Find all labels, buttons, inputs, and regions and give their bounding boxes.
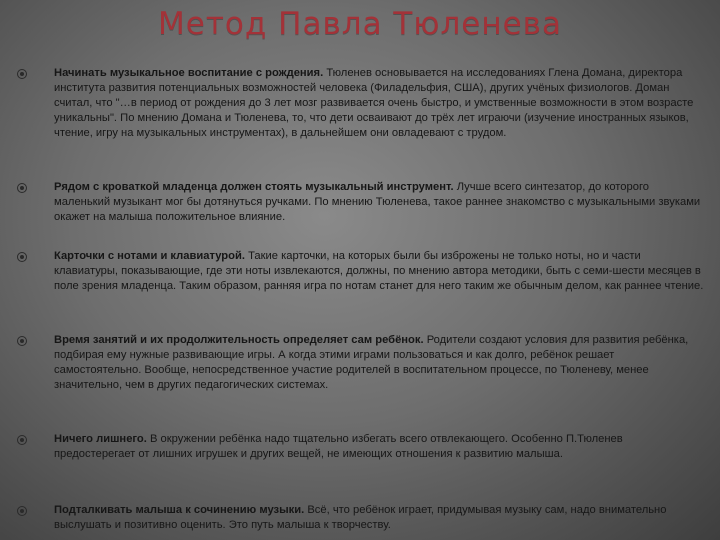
list-item-text bbox=[54, 333, 704, 393]
list-item-lead: Подталкивать малыша к сочинению музыки. bbox=[54, 504, 305, 516]
bullet-icon bbox=[17, 183, 27, 193]
list-item-body: Лучше всего синтезатор, до которого маленький музыкант мог бы дотянуться ручками. По мнению Тюленева, такое раннее знакомство с музыкальными звуками окажет на малыша положительное влияние. bbox=[54, 181, 701, 223]
bullet-icon bbox=[17, 506, 27, 516]
list-item-body: Родители создают условия для развития ребёнка, подбирая ему нужные развивающие игры. А когда этими играми пользоваться и как долго, ребёнок решает самостоятельно. Вообще, непосредственное участие родителей в воспитательном процессе, по Тюленеву, менее значительно, чем в других педагогических системах. bbox=[54, 334, 689, 391]
list-item-lead: Время занятий и их продолжительность определяет сам ребёнок. bbox=[54, 334, 424, 346]
list-item-lead: Ничего лишнего. bbox=[54, 433, 147, 445]
list-item-lead: Карточки с нотами и клавиатурой. bbox=[54, 250, 245, 262]
list-item-body: Тюленев основывается на исследованиях Глена Домана, директора института развития потенциальных возможностей человека (Филадельфия, США), других учёных физиологов. Доман считал, что "…в период от рождения до 3 лет мозг развивается очень быстро, и умственные возможности в этом возрасте уникальны". По мнению Домана и Тюленева, то, что дети осваивают до трёх лет играючи (изучение иностранных языков, чтение, игру на музыкальных инструментах), в дальнейшем они овладевают с трудом. bbox=[54, 67, 694, 139]
list-item-body: Всё, что ребёнок играет, придумывая музыку сам, надо внимательно выслушать и позитивно оценить. Это путь малыша к творчеству. bbox=[54, 504, 667, 531]
bullet-icon bbox=[17, 336, 27, 346]
list-item-text bbox=[54, 180, 704, 225]
bullet-icon bbox=[17, 435, 27, 445]
list-item-lead: Начинать музыкальное воспитание с рождения. bbox=[54, 67, 324, 79]
list-item-text bbox=[54, 432, 704, 462]
list-item-body: Такие карточки, на которых были бы изброжены не только ноты, но и части клавиатуры, показывающие, где эти ноты извлекаются, должны, по мнению автора методики, быть с семи-шести месяцев в поле зрения младенца. Таким образом, ранняя игра по нотам станет для него таким же обычным делом, как раннее чтение. bbox=[54, 250, 704, 292]
bullet-icon bbox=[17, 252, 27, 262]
list-item-body: В окружении ребёнка надо тщательно избегать всего отвлекающего. Особенно П.Тюленев предостерегает от лишних игрушек и других вещей, не имеющих отношения к развитию малыша. bbox=[54, 433, 623, 460]
slide-title: Метод Павла Тюленева bbox=[158, 6, 562, 42]
list-item-text bbox=[54, 249, 704, 294]
bullet-icon bbox=[17, 69, 27, 79]
list-item-text bbox=[54, 503, 704, 533]
list-item-lead: Рядом с кроваткой младенца должен стоять музыкальный инструмент. bbox=[54, 181, 454, 193]
list-item-text bbox=[54, 66, 704, 141]
